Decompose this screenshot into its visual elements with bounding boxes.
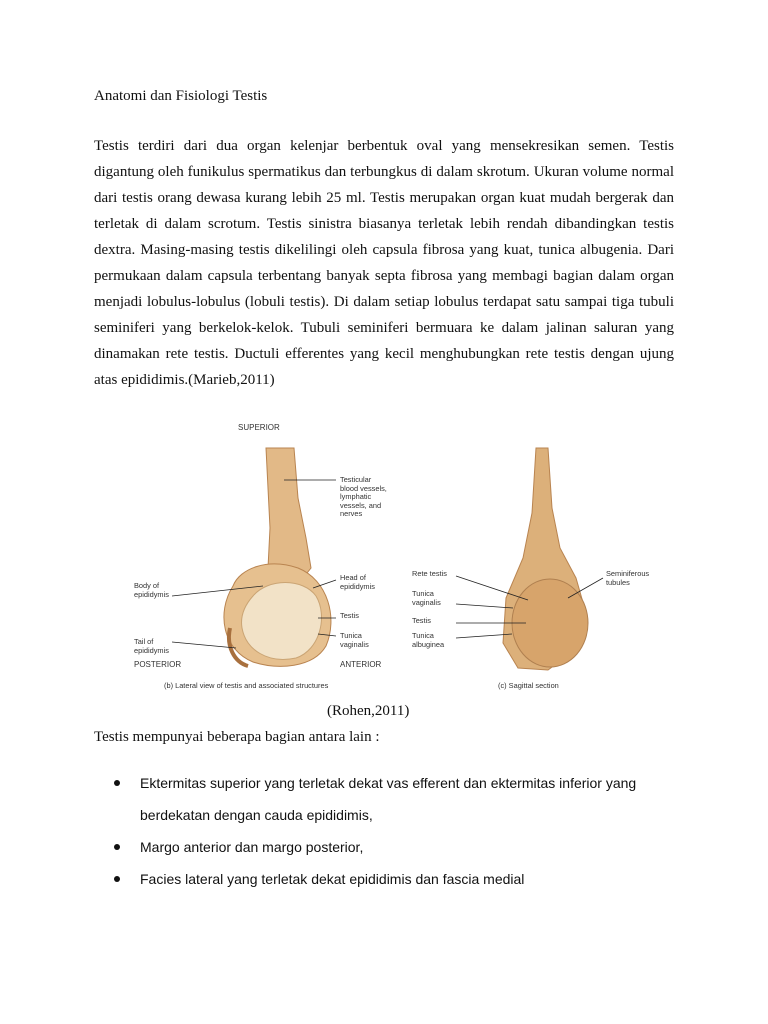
anatomy-illustration — [128, 418, 648, 696]
body-of-epididymis-label: Body of epididymis — [134, 581, 169, 599]
tunica-albuginea-label: Tunica albuginea — [412, 631, 445, 649]
list-item-continuation: berdekatan dengan cauda epididimis, — [140, 807, 373, 823]
anterior-label: ANTERIOR — [340, 660, 382, 669]
rete-testis-label: Rete testis — [412, 569, 447, 578]
testis-label-right: Testis — [412, 616, 431, 625]
lateral-view-caption: (b) Lateral view of testis and associated structures — [164, 681, 329, 690]
list-intro: Testis mempunyai beberapa bagian antara lain : — [94, 729, 380, 745]
testis-label-left: Testis — [340, 611, 359, 620]
lateral-view-drawing — [224, 448, 331, 666]
list-item: Facies lateral yang terletak dekat epididimis dan fascia medial — [110, 863, 690, 895]
list-item: Ektermitas superior yang terletak dekat vas efferent dan ektermitas inferior yang — [110, 767, 690, 799]
head-of-epididymis-label: Head of epididymis — [340, 573, 375, 591]
bullet-icon — [114, 780, 120, 786]
posterior-label: POSTERIOR — [134, 660, 182, 669]
list-item: Margo anterior dan margo posterior, — [110, 831, 690, 863]
sagittal-section-caption: (c) Sagittal section — [498, 681, 559, 690]
bullet-icon — [114, 876, 120, 882]
testis-anatomy-figure — [128, 418, 648, 696]
bullet-icon — [114, 844, 120, 850]
sagittal-section-drawing — [503, 448, 588, 670]
superior-label: SUPERIOR — [238, 423, 280, 432]
tail-of-epididymis-label: Tail of epididymis — [134, 637, 169, 655]
document-title: Anatomi dan Fisiologi Testis — [94, 88, 268, 104]
blood-vessels-label: Testicular blood vessels, lymphatic vessels, and nerves — [340, 475, 387, 518]
tunica-vaginalis-label-right: Tunica vaginalis — [412, 589, 441, 607]
parts-list — [110, 767, 690, 895]
seminiferous-tubules-label: Seminiferous tubules — [606, 569, 650, 587]
tunica-vaginalis-label-left: Tunica vaginalis — [340, 631, 369, 649]
body-paragraph: Testis terdiri dari dua organ kelenjar berbentuk oval yang mensekresikan semen. Testis digantung oleh funikulus spermatikus dan terbungkus di dalam skrotum. Ukuran volume normal dari testis orang dewasa kurang lebih 25 ml. Testis merupakan organ kuat mudah bergerak dan terletak di dalam scrotum. Testis sinistra biasanya terletak lebih rendah dibandingkan testis dextra. Masing-masing testis dikelilingi oleh capsula fibrosa yang kuat, tunica albugenia. Dari permukaan dalam capsula terbentang banyak septa fibrosa yang membagi bagian dalam organ menjadi lobulus-lobulus (lobuli testis). Di dalam setiap lobulus terdapat satu sampai tiga tubuli seminiferi yang berkelok-kelok. Tubuli seminiferi bermuara ke dalam jalinan saluran yang dinamakan rete testis. Ductuli efferentes yang kecil menghubungkan rete testis dengan ujung atas epididimis.(Marieb,2011) — [94, 138, 674, 388]
figure-caption: (Rohen,2011) — [327, 703, 410, 719]
